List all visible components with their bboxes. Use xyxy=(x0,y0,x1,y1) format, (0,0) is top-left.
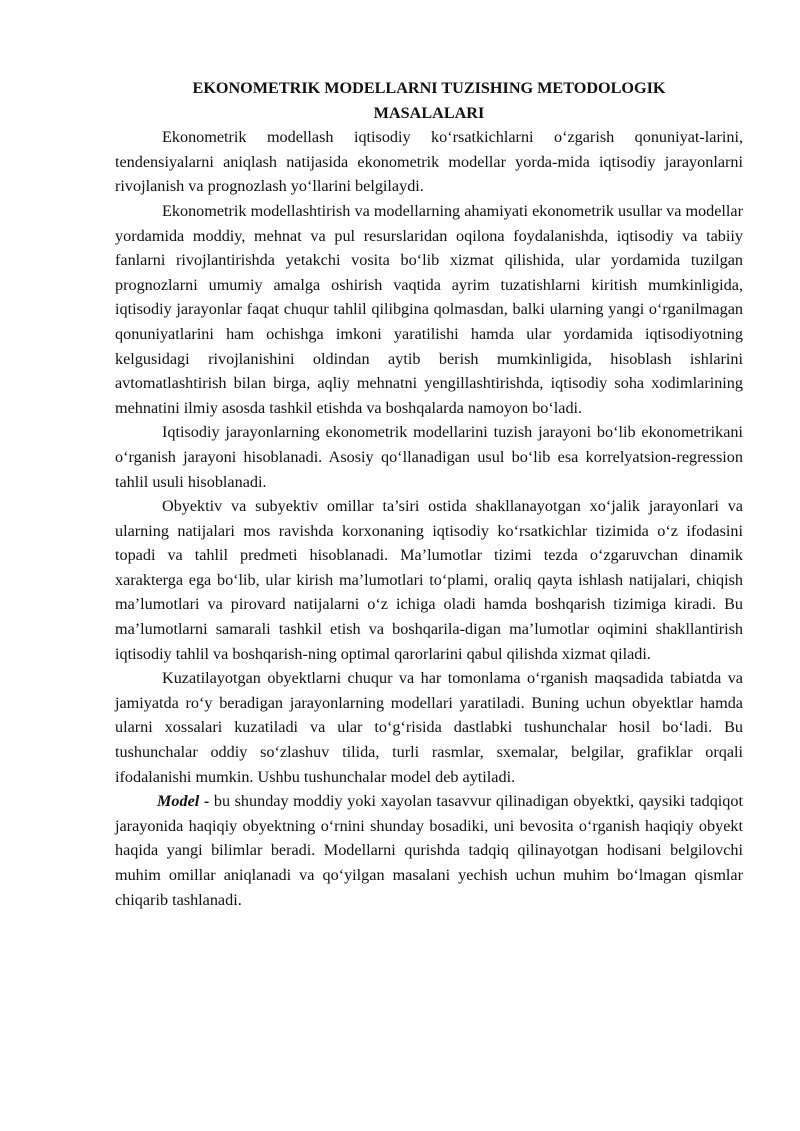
paragraph-1: Ekonometrik modellash iqtisodiy ko‘rsatkichlarni o‘zgarish qonuniyat-larini, tendensiyalarni aniqlash natijasida ekonometrik modellar yorda-mida iqtisodiy jarayonlarni rivojlanish va prognozlash yo‘llarini belgilaydi. xyxy=(115,128,743,196)
model-dash: - xyxy=(199,792,214,811)
model-definition-text: bu shunday moddiy yoki xayolan tasavvur qilinadigan obyektki, qaysiki tadqiqot jarayonida haqiqiy obyektning o‘rnini shunday bosadiki, uni bevosita o‘rganish haqiqiy obyekt haqida yangi bilimlar beradi. Modellarni qurishda tadqiq qilinayotgan hodisani belgilovchi muhim omillar aniqlanadi va qo‘yilgan masalani yechish uchun muhim bo‘lmagan qismlar chiqarib tashlanadi. xyxy=(115,792,743,909)
paragraph-model-definition xyxy=(115,789,743,912)
paragraph-2: Ekonometrik modellashtirish va modellarning ahamiyati ekonometrik usullar va modellar yordamida moddiy, mehnat va pul resurslaridan oqilona foydalanishda, iqtisodiy va tabiiy fanlarni rivojlantirishda yetakchi vosita bo‘lib xizmat qilishida, ular yordamida tuzilgan prognozlarni umumiy amalga oshirish vaqtida ayrim tuzatishlarni kiritish mumkinligida, iqtisodiy jarayonlar faqat chuqur tahlil qilibgina qolmasdan, balki ularning yangi o‘rganilmagan qonuniyatlarini ham ochishga imkoni yaratilishi hamda ular yordamida iqtisodiyotning kelgusidagi rivojlanishini oldindan aytib berish mumkinligida, hisoblash ishlarini avtomatlashtirish bilan birga, aqliy mehnatni yengillashtirishda, iqtisodiy soha xodimlarining mehnatini ilmiy asosda tashkil etishda va boshqalarda namoyon bo‘ladi. xyxy=(115,201,743,417)
title-line-2: MASALALARI xyxy=(373,103,485,122)
document-title xyxy=(115,76,743,125)
paragraph-5: Kuzatilayotgan obyektlarni chuqur va har tomonlama o‘rganish maqsadida tabiatda va jamiyatda ro‘y beradigan jarayonlarning modellari yaratiladi. Buning uchun obyektlar hamda ularni xossalari kuzatiladi va ular to‘g‘risida dastlabki tushunchalar hosil bo‘ladi. Bu tushunchalar oddiy so‘zlashuv tilida, turli rasmlar, sxemalar, belgilar, grafiklar orqali ifodalanishi mumkin. Ushbu tushunchalar model deb aytiladi. xyxy=(115,669,743,786)
model-term: Model xyxy=(157,792,200,811)
document-page xyxy=(115,76,743,912)
paragraph-3: Iqtisodiy jarayonlarning ekonometrik modellarini tuzish jarayoni bo‘lib ekonometrikani o‘rganish jarayoni hisoblanadi. Asosiy qo‘llanadigan usul bo‘lib esa korrelyatsion-regression tahlil usuli hisoblanadi. xyxy=(115,423,743,491)
title-line-1: EKONOMETRIK MODELLARNI TUZISHING METODOLOGIK xyxy=(192,79,666,97)
paragraph-4: Obyektiv va subyektiv omillar ta’siri ostida shakllanayotgan xo‘jalik jarayonlari va ularning natijalari mos ravishda korxonaning iqtisodiy ko‘rsatkichlar tizimida o‘z ifodasini topadi va tahlil predmeti hisoblanadi. Ma’lumotlar tizimi tezda o‘zgaruvchan dinamik xarakterga ega bo‘lib, ular kirish ma’lumotlari to‘plami, oraliq qayta ishlash natijalari, chiqish ma’lumotlari va pirovard natijalarni o‘z ichiga oladi hamda boshqarish tizimiga kiradi. Bu ma’lumotlarni samarali tashkil etish va boshqarila-digan ma’lumotlar oqimini shakllantirish iqtisodiy tahlil va boshqarish-ning optimal qarorlarini qabul qilishda xizmat qiladi. xyxy=(115,497,743,663)
